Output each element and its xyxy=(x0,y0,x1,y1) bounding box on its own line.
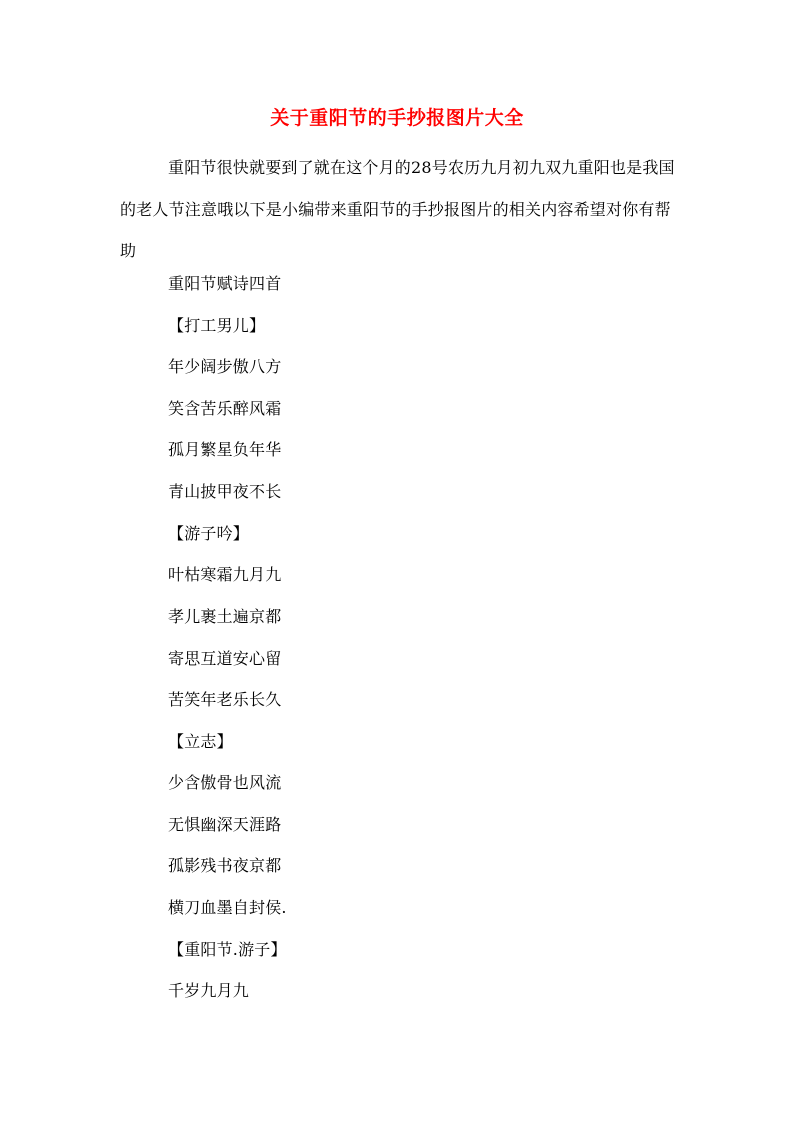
poem-line: 孝儿裹土遍京都 xyxy=(168,607,282,626)
intro-paragraph: 重阳节很快就要到了就在这个月的28号农历九月初九双九重阳也是我国的老人节注意哦以下是小编带来重阳节的手抄报图片的相关内容希望对你有帮助 xyxy=(120,158,675,260)
poem-line: 年少阔步傲八方 xyxy=(168,357,282,376)
poem-line: 千岁九月九 xyxy=(168,981,250,1000)
poem-line: 孤影残书夜京都 xyxy=(168,856,282,875)
poem-line: 青山披甲夜不长 xyxy=(168,482,282,501)
poem-line: 无惧幽深天涯路 xyxy=(168,815,282,834)
poem-title: 【打工男儿】 xyxy=(168,316,266,335)
poem-line: 孤月繁星负年华 xyxy=(168,440,282,459)
poem-title: 【立志】 xyxy=(168,732,233,751)
poem-line: 叶枯寒霜九月九 xyxy=(168,565,282,584)
poem-line: 少含傲骨也风流 xyxy=(168,773,282,792)
poem-line: 笑含苦乐醉风霜 xyxy=(168,399,282,418)
poem-line: 苦笑年老乐长久 xyxy=(168,690,282,709)
section-heading: 重阳节赋诗四首 xyxy=(168,274,282,293)
poem-line: 寄思互道安心留 xyxy=(168,649,282,668)
poem-title: 【游子吟】 xyxy=(168,524,250,543)
poem-line: 横刀血墨自封侯. xyxy=(168,898,287,917)
poem-title: 【重阳节.游子】 xyxy=(168,940,287,959)
document-title: 关于重阳节的手抄报图片大全 xyxy=(270,107,524,129)
